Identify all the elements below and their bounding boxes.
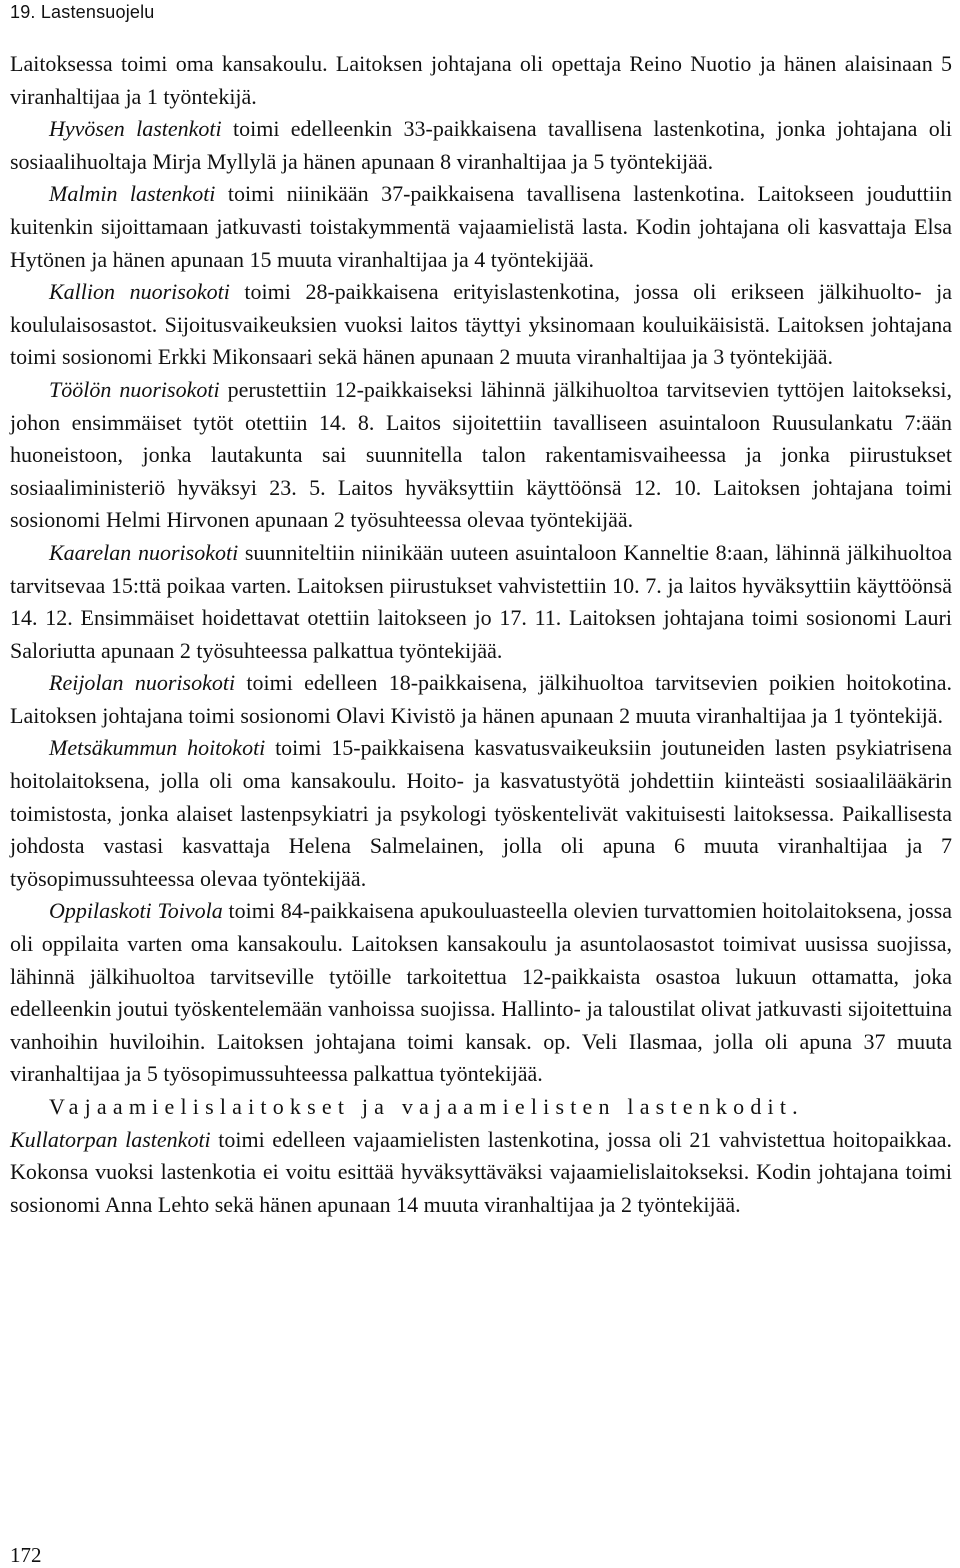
paragraph-text: toimi edelleenkin 33-paikkaisena tavallisena lastenkotina, jonka johtajana oli sosiaalihuoltaja Mirja Myllylä ja hänen apunaan 8 viranhaltijaa ja 5 työntekijää. bbox=[10, 116, 952, 174]
paragraph-text: toimi edelleen vajaamielisten lastenkotina, jossa oli 21 vahvistettua hoitopaikkaa. Kokonsa vuoksi lastenkotia ei voitu esittää hyväksyttäväksi vajaamielislaitokseksi. Kodin johtajana toimi sosionomi Anna Lehto sekä hänen apunaan 14 muuta viranhaltijaa ja 2 työntekijää. bbox=[10, 1126, 952, 1217]
paragraph-toivola bbox=[10, 895, 952, 1091]
institution-name: Malmin lastenkoti bbox=[49, 181, 216, 207]
paragraph-text: toimi 84-paikkaisena apukouluasteella olevien turvattomien hoitolaitoksena, jossa oli oppilaita varten oma kansakoulu. Laitoksen kansakoulu ja asuntolaosastot toimivat uusissa suojissa, lähinnä jälkihuoltoa tarvitseville tytöille tarkoitettua 12-paikkaista osastoa lukuun ottamatta, joka edelleenkin joutui työskentelemään vanhoissa suojissa. Hallinto- ja taloustilat olivat jatkuvasti sijoitettuina vanhoihin huviloihin. Laitoksen johtajana toimi kansak. op. Veli Ilasmaa, jolla oli apuna 37 muuta viranhaltijaa ja 5 työsopimussuhteessa palkattua työntekijää. bbox=[10, 898, 953, 1087]
paragraph-text: toimi edelleen 18-paikkaisena, jälkihuoltoa tarvitsevien poikien hoitokotina. Laitoksen johtajana toimi sosionomi Olavi Kivistö ja hänen apunaan 2 muuta viranhaltijaa ja 1 työntekijä. bbox=[10, 670, 953, 728]
running-header: 19. Lastensuojelu bbox=[10, 2, 155, 22]
institution-name: Oppilaskoti Toivola bbox=[49, 898, 223, 924]
institution-name: Kullatorpan lastenkoti bbox=[10, 1126, 211, 1152]
paragraph-text: toimi 15-paikkaisena kasvatusvaikeuksiin joutuneiden lasten psykiatrisena hoitolaitoksena, jolla oli oma kansakoulu. Hoito- ja kasvatustyötä johdettiin kiinteästi sosiaalilääkärin toimistosta, jonka alaiset lastenpsykiatri ja psykologi työskentelivät vakituisesti laitoksessa. Paikallisesta johdosta vastasi kasvattaja Helena Salmelainen, jolla oli apuna 6 muuta viranhaltijaa ja 7 työsopimussuhteessa olevaa työntekijää. bbox=[10, 735, 952, 891]
paragraph-metsakummun bbox=[10, 732, 952, 895]
paragraph-kallion bbox=[10, 276, 952, 374]
paragraph-text: Laitoksessa toimi oma kansakoulu. Laitoksen johtajana oli opettaja Reino Nuotio ja hänen alaisinaan 5 viranhaltijaa ja 1 työntekijä. bbox=[10, 51, 952, 109]
institution-name: Kallion nuorisokoti bbox=[49, 279, 230, 305]
institution-name: Töölön nuorisokoti bbox=[49, 376, 220, 402]
paragraph-kullatorpan bbox=[10, 1124, 952, 1222]
paragraph-text: toimi 28-paikkaisena erityislastenkotina, jossa oli erikseen jälkihuolto- ja koululaisosastot. Sijoitusvaikeuksien vuoksi laitos täyttyi yksinomaan kouluikäisistä. Laitoksen johtajana toimi sosionomi Erkki Mikonsaari sekä hänen apunaan 2 muuta viranhaltijaa ja 3 työntekijää. bbox=[10, 279, 952, 370]
paragraph-text: suunniteltiin niinikään uuteen asuintaloon Kanneltie 8:aan, lähinnä jälkihuoltoa tarvitsevaa 15:ttä poikaa varten. Laitoksen piirustukset vahvistettiin 10. 7. ja laitos hyväksyttiin käyttöönsä 14. 12. Ensimmäiset hoidettavat otettiin laitokseen jo 17. 11. Laitoksen johtajana toimi sosionomi Lauri Saloriutta apunaan 2 työsuhteessa palkattua työntekijää. bbox=[10, 539, 952, 663]
paragraph-text: toimi niinikään 37-paikkaisena tavallisena lastenkotina. Laitokseen jouduttiin kuitenkin sijoittamaan jatkuvasti toistakymmentä vajaamielistä lasta. Kodin johtajana oli kasvattaja Elsa Hytönen ja hänen apunaan 15 muuta viranhaltijaa ja 4 työntekijää. bbox=[10, 181, 952, 272]
section-heading-text: Vajaamielislaitokset ja vajaamielisten lastenkodit. bbox=[49, 1094, 804, 1119]
page-body bbox=[10, 48, 952, 1221]
institution-name: Metsäkummun hoitokoti bbox=[49, 735, 266, 761]
paragraph-text: perustettiin 12-paikkaiseksi lähinnä jälkihuoltoa tarvitsevien tyttöjen laitokseksi, johon ensimmäiset tytöt otettiin 14. 8. Laitos sijoitettiin tavalliseen asuintaloon Ruusulankatu 7:ään huoneistoon, jonka lautakunta sai suunnitella talon rakentamisvaiheessa ja jonka piirustukset sosiaaliministeriö hyväksyi 23. 5. Laitos hyväksyttiin käyttöönsä 12. 10. Laitoksen johtajana toimi sosionomi Helmi Hirvonen apunaan 2 työsuhteessa olevaa työntekijää. bbox=[10, 376, 952, 533]
paragraph-hyvosen bbox=[10, 113, 952, 178]
institution-name: Reijolan nuorisokoti bbox=[49, 670, 236, 696]
institution-name: Hyvösen lastenkoti bbox=[49, 116, 222, 142]
paragraph-toolon bbox=[10, 374, 952, 537]
paragraph-malmin bbox=[10, 178, 952, 276]
paragraph-reijolan bbox=[10, 667, 952, 732]
institution-name: Kaarelan nuorisokoti bbox=[49, 539, 239, 565]
paragraph-kaarelan bbox=[10, 537, 952, 667]
section-heading bbox=[10, 1091, 952, 1124]
paragraph-1 bbox=[10, 48, 952, 113]
page-number: 172 bbox=[10, 1543, 42, 1567]
